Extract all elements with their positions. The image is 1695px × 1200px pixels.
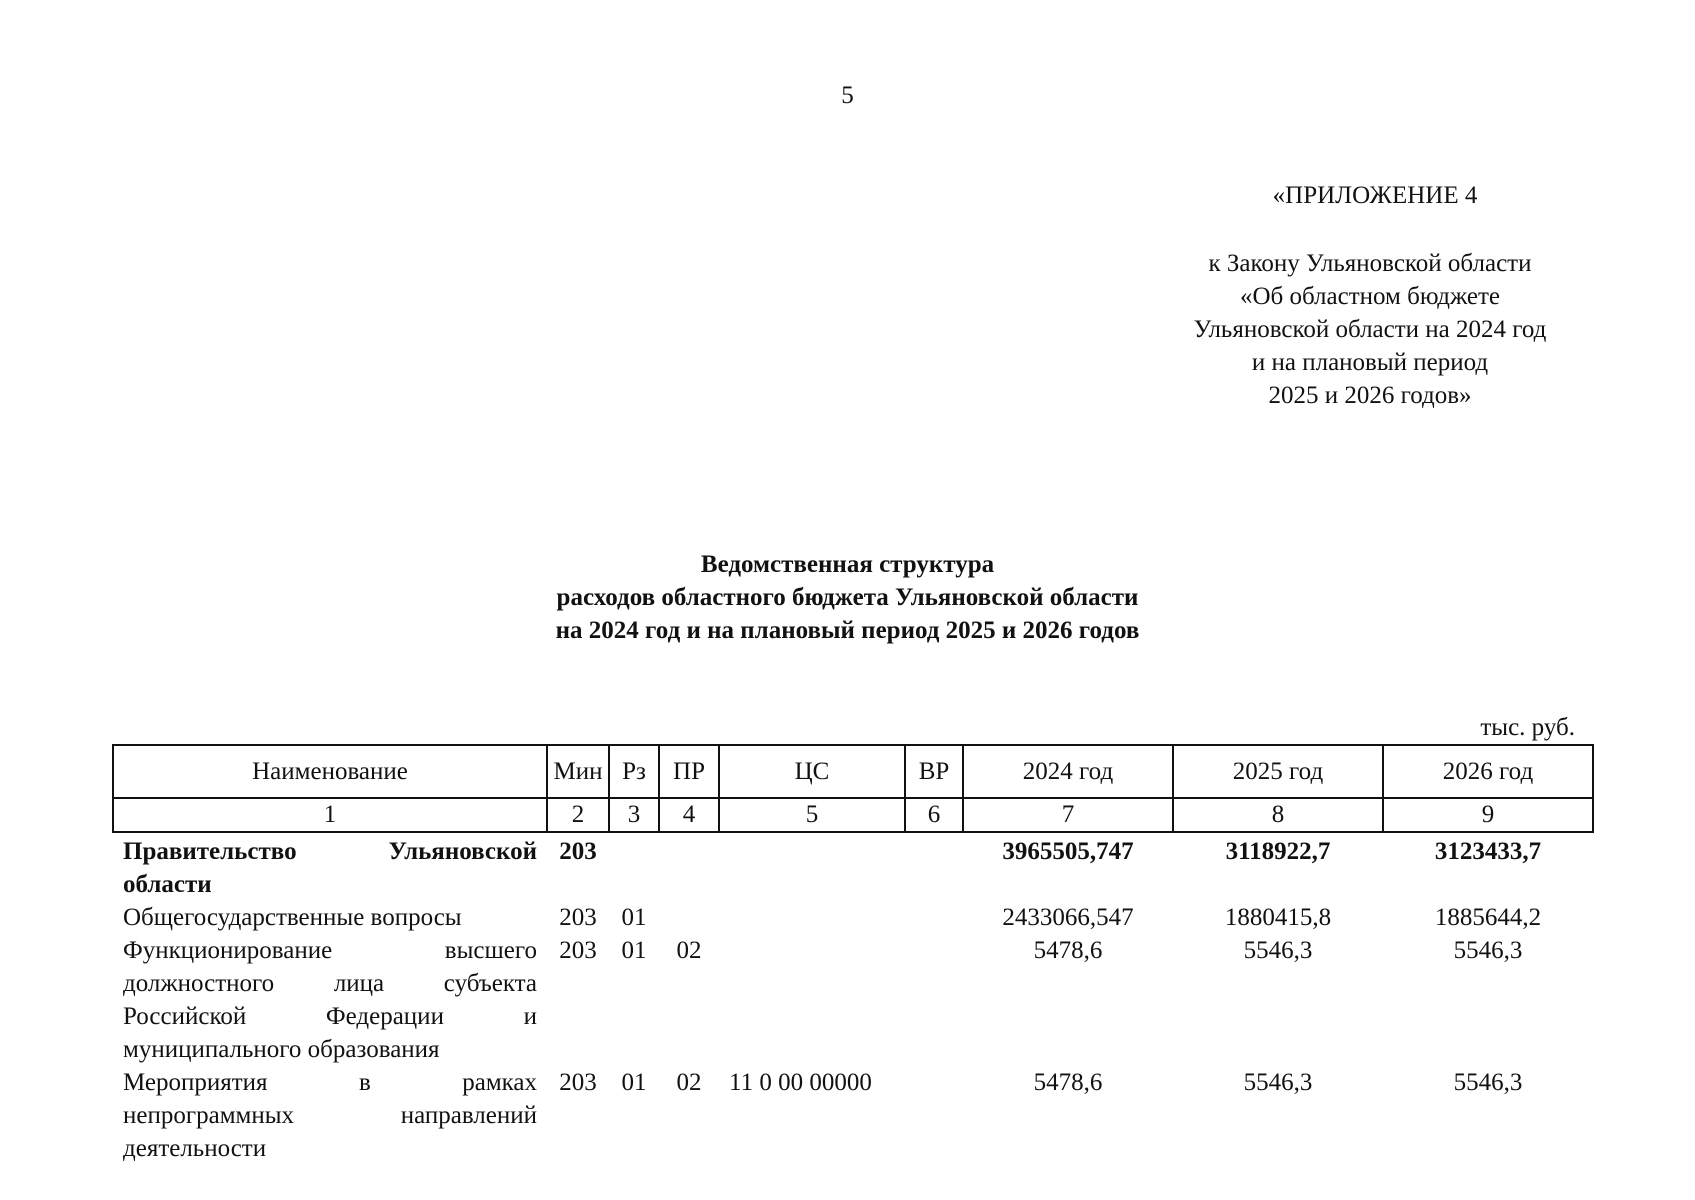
budget-table — [112, 744, 1594, 1165]
row-rz: 01 — [621, 1069, 647, 1096]
column-number: 8 — [1173, 798, 1383, 832]
table-header-row — [113, 745, 1593, 798]
units-label: тыс. руб. — [1480, 714, 1575, 741]
row-min: 203 — [559, 1069, 597, 1096]
row-vr — [905, 934, 963, 1066]
header-name: Наименование — [113, 745, 547, 798]
row-vr — [905, 1066, 963, 1165]
row-rz: 01 — [621, 904, 647, 931]
appendix-line: и на плановый период — [1251, 349, 1489, 376]
row-min: 203 — [559, 838, 597, 865]
row-2026: 5546,3 — [1453, 937, 1523, 964]
column-number-row — [113, 798, 1593, 832]
column-number: 1 — [113, 798, 547, 832]
row-2024: 5478,6 — [1033, 937, 1103, 964]
row-cs — [719, 934, 905, 1066]
appendix-line: к Закону Ульяновской области — [1208, 250, 1532, 277]
document-title-line: на 2024 год и на плановый период 2025 и 2026 годов — [555, 617, 1140, 644]
column-number: 5 — [719, 798, 905, 832]
row-vr — [905, 832, 963, 901]
row-name: Мероприятия в рамках непрограммных направлений деятельности — [123, 1069, 537, 1162]
appendix-reference — [1140, 247, 1600, 412]
page-number: 5 — [841, 82, 854, 109]
header-cs: ЦС — [719, 745, 905, 798]
document-title — [0, 548, 1695, 647]
row-pr — [659, 901, 719, 934]
header-pr: ПР — [659, 745, 719, 798]
document-title-line: расходов областного бюджета Ульяновской области — [556, 584, 1139, 611]
row-2026: 1885644,2 — [1434, 904, 1542, 931]
column-number: 7 — [963, 798, 1173, 832]
column-number: 3 — [609, 798, 659, 832]
row-2024: 3965505,747 — [1002, 838, 1134, 865]
row-pr — [659, 832, 719, 901]
row-name: Правительство Ульяновской области — [123, 838, 537, 898]
row-name: Функционирование высшего должностного лица субъекта Российской Федерации и муниципального образования — [123, 937, 537, 1063]
row-vr — [905, 901, 963, 934]
appendix-line: «Об областном бюджете — [1239, 283, 1501, 310]
header-min: Мин — [547, 745, 609, 798]
row-cs — [719, 832, 905, 901]
row-2024: 2433066,547 — [1002, 904, 1134, 931]
row-2024: 5478,6 — [1033, 1069, 1103, 1096]
row-cs: 11 0 00 00000 — [729, 1069, 872, 1096]
header-vr: ВР — [905, 745, 963, 798]
table-row — [113, 1066, 1593, 1165]
appendix-line: Ульяновской области на 2024 год — [1193, 316, 1547, 343]
row-rz — [609, 832, 659, 901]
table-row — [113, 832, 1593, 901]
row-2025: 1880415,8 — [1224, 904, 1332, 931]
table-row — [113, 934, 1593, 1066]
column-number: 6 — [905, 798, 963, 832]
row-2026: 3123433,7 — [1434, 838, 1542, 865]
appendix-line: 2025 и 2026 годов» — [1268, 382, 1472, 409]
row-2025: 5546,3 — [1243, 1069, 1313, 1096]
header-2026: 2026 год — [1383, 745, 1593, 798]
column-number: 4 — [659, 798, 719, 832]
row-rz: 01 — [621, 937, 647, 964]
appendix-title: «ПРИЛОЖЕНИЕ 4 — [1272, 182, 1478, 209]
row-min: 203 — [559, 904, 597, 931]
column-number: 2 — [547, 798, 609, 832]
table-row — [113, 901, 1593, 934]
row-name: Общегосударственные вопросы — [123, 904, 462, 931]
column-number: 9 — [1383, 798, 1593, 832]
header-2024: 2024 год — [963, 745, 1173, 798]
row-cs — [719, 901, 905, 934]
document-title-line: Ведомственная структура — [700, 551, 995, 578]
row-2025: 3118922,7 — [1225, 838, 1331, 865]
header-2025: 2025 год — [1173, 745, 1383, 798]
header-rz: Рз — [609, 745, 659, 798]
row-pr: 02 — [676, 937, 702, 964]
row-min: 203 — [559, 937, 597, 964]
row-2025: 5546,3 — [1243, 937, 1313, 964]
row-2026: 5546,3 — [1453, 1069, 1523, 1096]
row-pr: 02 — [676, 1069, 702, 1096]
